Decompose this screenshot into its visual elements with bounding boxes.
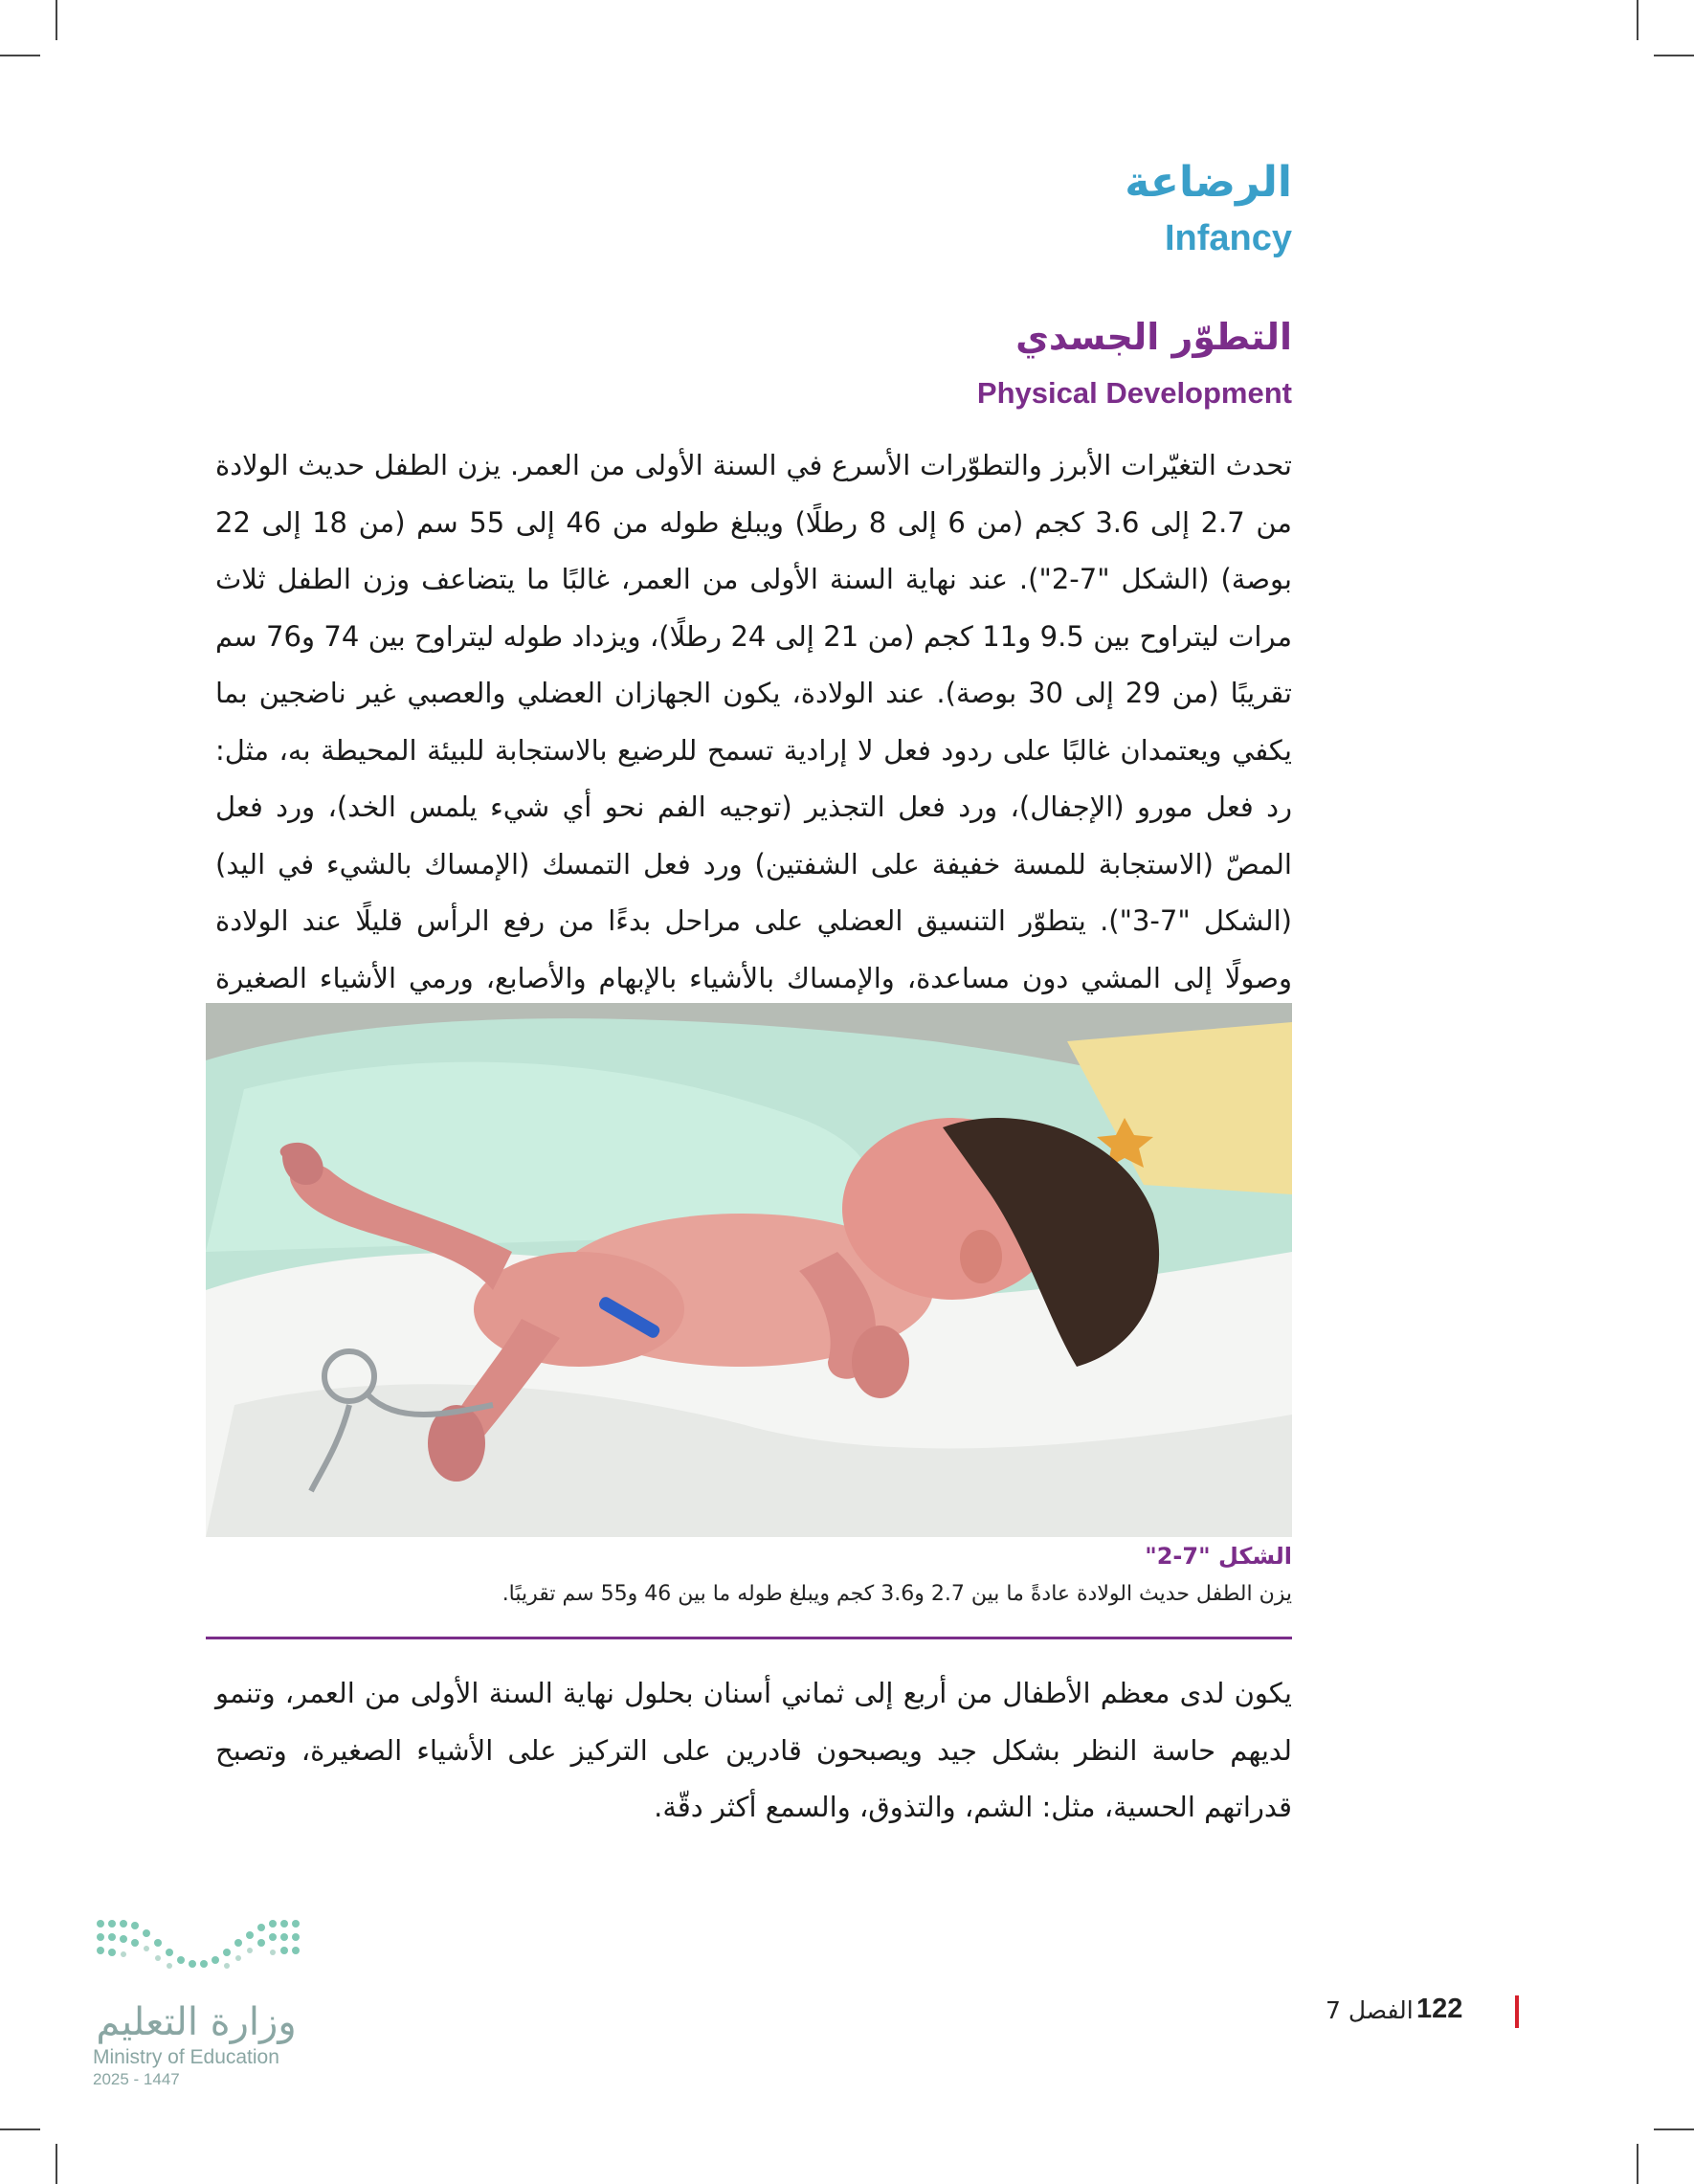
chapter-label: الفصل 7 [1326,1996,1414,2024]
crop-mark [1637,2144,1638,2184]
body-paragraph-1: تحدث التغيّرات الأبرز والتطوّرات الأسرع في السنة الأولى من العمر. يزن الطفل حديث الولادة من 2.7 إلى 3.6 كجم (من 6 إلى 8 رطلًا) ويبلغ طوله من 46 إلى 55 سم (من 18 إلى 22 بوصة) (الشكل "7-2"). عند نهاية السنة الأولى من العمر، غالبًا ما يتضاعف وزن الطفل ثلاث مرات ليتراوح بين 9.5 و11 كجم (من 21 إلى 24 رطلًا)، ويزداد طوله ليتراوح بين 74 و76 سم تقريبًا (من 29 إلى 30 بوصة). عند الولادة، يكون الجهازان العضلي والعصبي غير ناضجين بما يكفي ويعتمدان غالبًا على ردود فعل لا إرادية تسمح للرضيع بالاستجابة للبيئة المحيطة به، مثل: رد فعل مورو (الإجفال)، ورد فعل التجذير (توجيه الفم نحو أي شيء يلمس الخد)، ورد فعل المصّ (الاستجابة للمسة خفيفة على الشفتين) ورد فعل التمسك (الإمساك بالشيء في اليد) (الشكل "7-3"). يتطوّر التنسيق العضلي على مراحل بدءًا من رفع الرأس قليلًا عند الولادة وصولًا إلى المشي دون مساعدة، والإمساك بالأشياء بالإبهام والأصابع، ورمي الأشياء الصغيرة [215,449,1292,994]
section-title-arabic: الرضاعة [1125,158,1292,207]
body-paragraph-2: يكون لدى معظم الأطفال من أربع إلى ثماني أسنان بحلول نهاية السنة الأولى من العمر، وتنمو لديهم حاسة النظر بشكل جيد ويصبحون قادرين على التركيز على الأشياء الصغيرة، وتصبح قدراتهم الحسية، مثل: الشم، والتذوق، والسمع أكثر دقّة. [215,1677,1292,1823]
newborn-photo [206,1003,1292,1537]
subsection-title-english: Physical Development [976,376,1292,410]
crop-mark [1654,55,1694,56]
logo-year: 2025 - 1447 [93,2070,180,2088]
crop-mark [56,0,57,40]
footer-accent-bar [1515,1995,1519,2028]
figure-label: الشكل "7-2" [1145,1543,1292,1570]
crop-mark [0,55,40,56]
divider [206,1637,1292,1639]
crop-mark [56,2144,57,2184]
section-title-english: Infancy [1164,218,1292,258]
logo-name-arabic: وزارة التعليم [96,2000,297,2044]
logo-name-english: Ministry of Education [93,2046,279,2068]
page-number: 122 [1416,1994,1463,2024]
crop-mark [1654,2128,1694,2130]
figure-caption: يزن الطفل حديث الولادة عادةً ما بين 2.7 و3.6 كجم ويبلغ طوله ما بين 46 و55 سم تقريبًا. [502,1582,1292,1606]
subsection-title-arabic: التطوّر الجسدي [1015,316,1292,358]
crop-mark [1637,0,1638,40]
crop-mark [0,2128,40,2130]
